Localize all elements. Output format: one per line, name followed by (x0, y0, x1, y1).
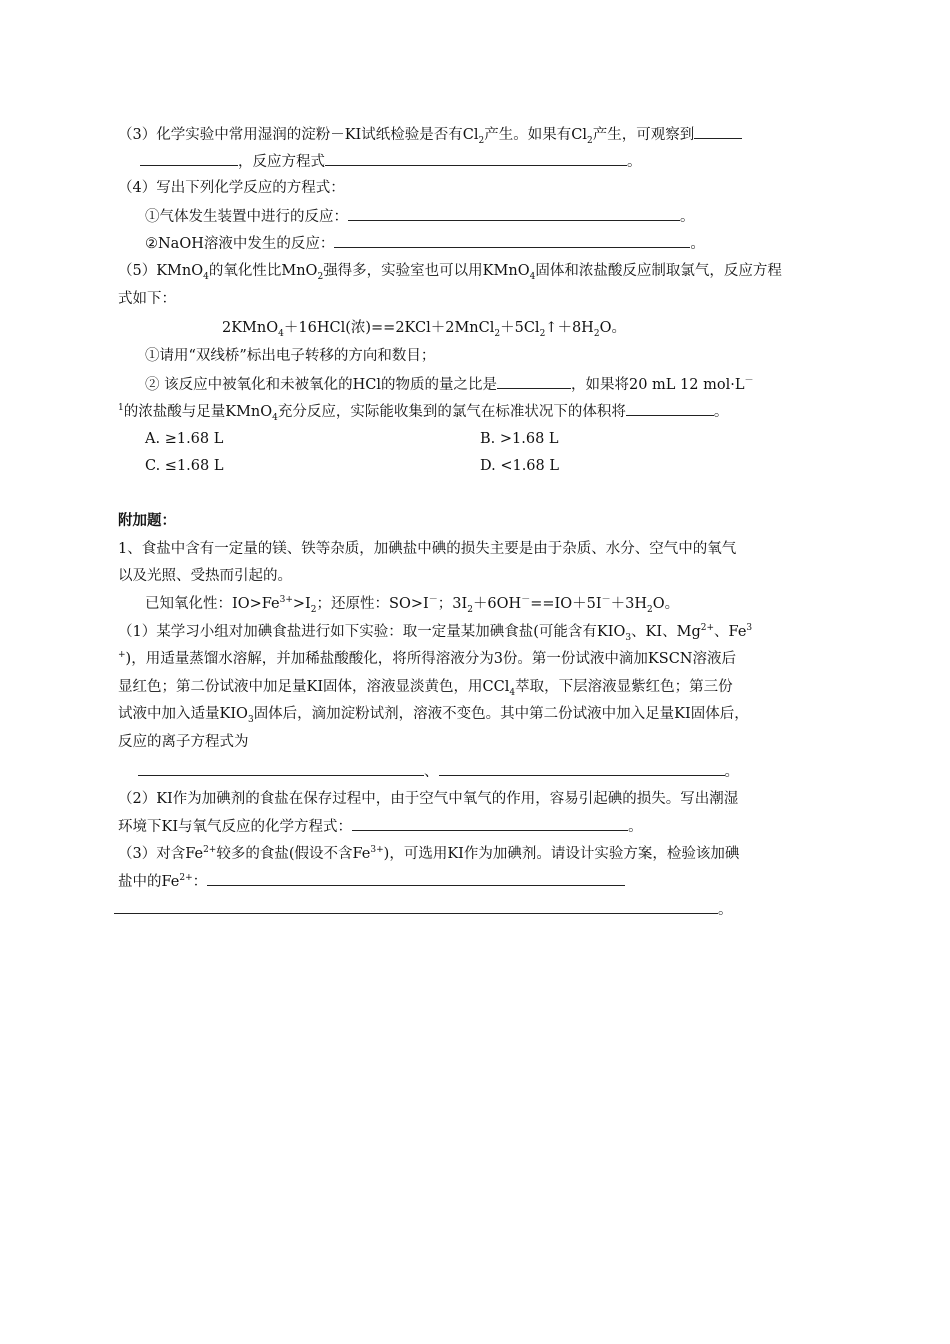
superscript: 2+ (179, 873, 193, 884)
subscript: 4 (203, 271, 209, 282)
extra-p1-line1: 1、食盐中含有一定量的镁、铁等杂质，加碘盐中碘的损失主要是由于杂质、水分、空气中的氧气 (118, 541, 737, 557)
s2-line2 (118, 816, 643, 837)
s1-line1 (118, 622, 752, 642)
superscript: － (601, 595, 611, 606)
s3-text: )，可选用KI作为加碘剂。请设计实验方案，检验该加碘 (383, 846, 740, 862)
subscript: 2 (317, 271, 324, 282)
s1-text: 、KI、Mg (631, 624, 701, 640)
s3-text: ： (192, 874, 208, 890)
option-a[interactable]: A. ≥1.68 L (145, 431, 224, 447)
q5-line1 (118, 261, 782, 281)
eq-text: ＋5Cl (500, 320, 540, 336)
q5-item3 (118, 401, 728, 422)
known-text: >I (292, 596, 311, 612)
s3-text: 盐中的Fe (118, 874, 180, 890)
s1-answer-line (138, 761, 739, 782)
q5-text: （5）KMnO (118, 263, 204, 279)
known-text: ==IO＋5I (530, 596, 602, 612)
q5-text: 的氧化性比MnO (208, 263, 318, 279)
superscript: 2+ (700, 623, 715, 634)
q5-text: 强得多，实验室也可以用KMnO (323, 263, 530, 279)
q5-text: 的浓盐酸与足量KMnO (123, 404, 273, 420)
extra-heading: 附加题： (118, 512, 176, 529)
answer-blank[interactable] (114, 899, 718, 914)
q3-text: 。 (627, 154, 642, 170)
q5-line2: 式如下： (118, 291, 176, 307)
known-text: 已知氧化性：IO>Fe (145, 596, 280, 612)
subscript: 4 (529, 271, 536, 282)
answer-blank[interactable] (138, 761, 424, 776)
q5-text: ② 该反应中被氧化和未被氧化的HCl的物质的量之比是 (145, 377, 497, 393)
s1-text: 萃取，下层溶液显紫红色；第三份 (515, 679, 733, 695)
s1-text: 显红色；第二份试液中加足量KI固体，溶液显淡黄色，用CCl (118, 679, 510, 695)
superscript: － (428, 595, 438, 606)
q3-line1 (118, 124, 742, 145)
answer-blank[interactable] (694, 124, 742, 139)
q4-title: （4）写出下列化学反应的方程式： (118, 180, 345, 196)
answer-blank[interactable] (325, 151, 627, 166)
period: 。 (724, 764, 739, 780)
subscript: 4 (272, 412, 278, 423)
known-text: ；3I (437, 596, 468, 612)
q5-text: 。 (713, 404, 729, 420)
subscript: 2 (478, 135, 485, 146)
answer-blank[interactable] (207, 871, 625, 886)
superscript: + (118, 650, 126, 661)
s2-line1: （2）KI作为加碘剂的食盐在保存过程中，由于空气中氧气的作用，容易引起碘的损失。写出潮湿 (118, 791, 739, 807)
q4-item1 (145, 206, 695, 227)
s2-text: 环境下KI与氧气反应的化学方程式： (118, 819, 353, 835)
eq-text: ＋16HCl(浓)==2KCl＋2MnCl (283, 320, 495, 336)
answer-blank[interactable] (626, 401, 714, 416)
q3-text: （3）化学实验中常用湿润的淀粉－KI试纸检验是否有Cl (118, 127, 479, 143)
s1-line2 (118, 649, 736, 669)
option-b[interactable]: B. >1.68 L (480, 431, 559, 447)
subscript: 2 (467, 604, 473, 615)
q5-item2 (145, 374, 753, 395)
known-text: O。 (652, 596, 680, 612)
option-d[interactable]: D. <1.68 L (480, 458, 559, 474)
s1-text: 试液中加入适量KIO (118, 706, 248, 722)
superscript: 1 (118, 403, 124, 414)
s1-line3 (118, 677, 733, 697)
q3-line2 (140, 151, 642, 172)
known-text: ；还原性：SO>I (316, 596, 429, 612)
s3-line1 (118, 844, 739, 864)
subscript: 4 (509, 687, 516, 698)
q4-text: ①气体发生装置中进行的反应： (145, 209, 348, 225)
option-c[interactable]: C. ≤1.68 L (145, 458, 224, 474)
s3-line3 (114, 899, 733, 920)
answer-blank[interactable] (348, 206, 680, 221)
superscript: － (744, 376, 754, 387)
extra-p1-line2: 以及光照、受热而引起的。 (118, 568, 292, 584)
s1-text: 固体后，滴加淀粉试剂，溶液不变色。其中第二份试液中加入足量KI固体后， (253, 706, 749, 722)
known-text: ＋6OH (472, 596, 522, 612)
eq-text: ↑＋8H (545, 320, 594, 336)
s1-line4 (118, 704, 749, 724)
eq-text: O。 (599, 320, 626, 336)
answer-blank[interactable] (439, 761, 725, 776)
subscript: 3 (625, 632, 632, 643)
superscript: － (521, 595, 531, 606)
s1-text: （1）某学习小组对加碘食盐进行如下实验：取一定量某加碘食盐(可能含有KIO (118, 624, 626, 640)
superscript: 2+ (203, 845, 217, 856)
subscript: 2 (539, 328, 546, 339)
superscript: 3+ (279, 595, 293, 606)
q4-text: 。 (680, 209, 695, 225)
separator: 、 (424, 764, 439, 780)
s3-line2 (118, 871, 625, 892)
answer-blank[interactable] (140, 151, 238, 166)
subscript: 3 (247, 714, 254, 725)
subscript: 2 (646, 604, 653, 615)
q3-text: ，反应方程式 (238, 154, 325, 170)
answer-blank[interactable] (352, 816, 628, 831)
subscript: 2 (593, 328, 600, 339)
subscript: 2 (310, 604, 317, 615)
q5-item1: ①请用“双线桥”标出电子转移的方向和数目； (145, 348, 436, 364)
s1-line5: 反应的离子方程式为 (118, 734, 249, 750)
reaction-equation (222, 318, 626, 338)
q3-text: 产生，可观察到 (592, 127, 695, 143)
subscript: 4 (278, 328, 284, 339)
subscript: 2 (586, 135, 593, 146)
s1-text: )，用适量蒸馏水溶解，并加稀盐酸酸化，将所得溶液分为3份。第一份试液中滴加KSCN溶液后 (125, 651, 736, 667)
q5-text: 固体和浓盐酸反应制取氯气，反应方程 (535, 263, 782, 279)
superscript: 3 (746, 623, 753, 634)
eq-text: 2KMnO (222, 320, 279, 336)
q4-item2 (145, 233, 705, 254)
period: 。 (718, 902, 733, 918)
q3-text: 产生。如果有Cl (484, 127, 587, 143)
answer-blank[interactable] (497, 374, 571, 389)
known-text: ＋3H (610, 596, 647, 612)
s3-text: 较多的食盐(假设不含Fe (216, 846, 371, 862)
q5-text: 充分反应，实际能收集到的氯气在标准状况下的体积将 (277, 404, 626, 420)
superscript: 3+ (370, 845, 384, 856)
q5-text: ，如果将20 mL 12 mol·L (570, 377, 745, 393)
q4-text: 。 (690, 236, 705, 252)
s1-text: 、Fe (714, 624, 747, 640)
subscript: 2 (494, 328, 501, 339)
answer-blank[interactable] (334, 233, 690, 248)
s3-text: （3）对含Fe (118, 846, 204, 862)
period: 。 (628, 819, 643, 835)
known-conditions (145, 594, 679, 614)
q4-text: ②NaOH溶液中发生的反应： (145, 236, 335, 252)
